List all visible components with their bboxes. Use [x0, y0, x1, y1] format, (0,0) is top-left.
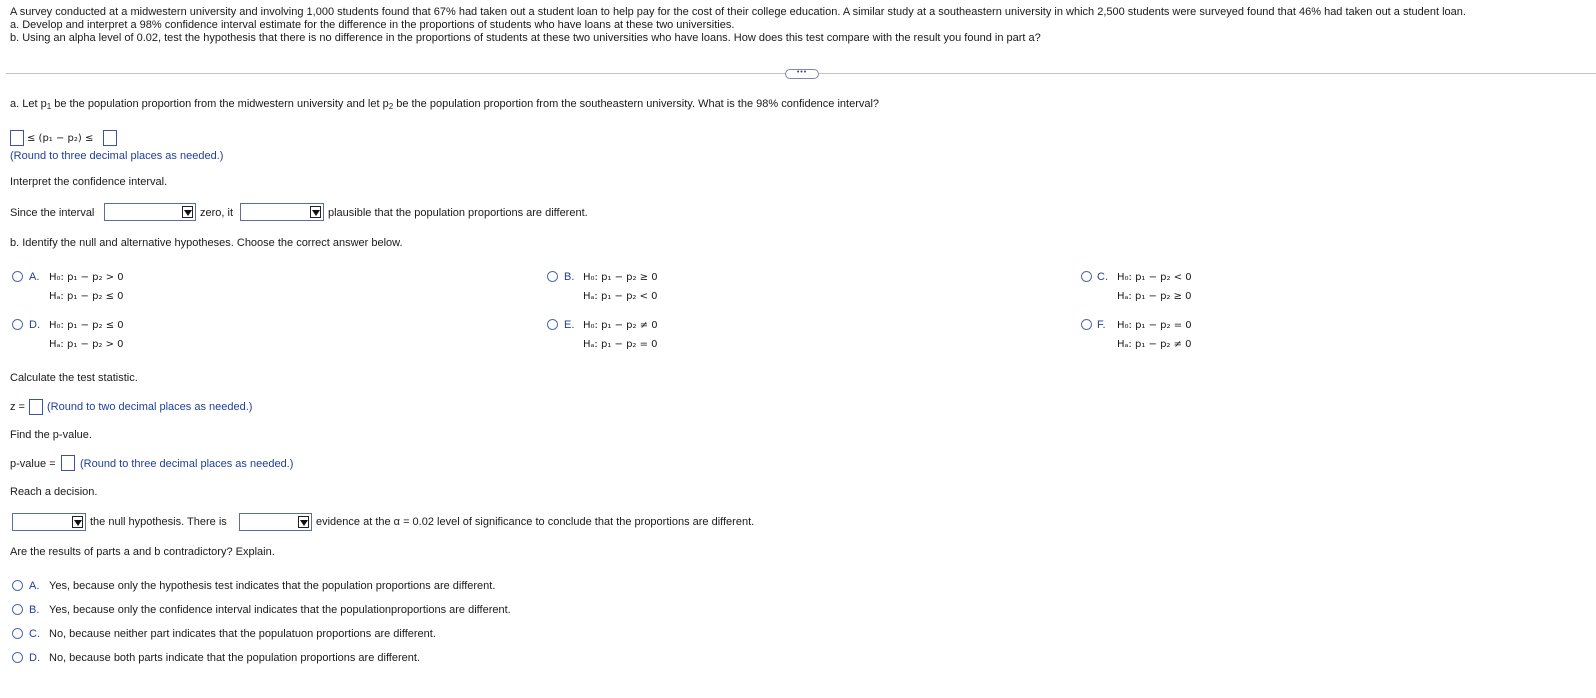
radio-explain-d[interactable]: [12, 652, 23, 663]
radio-hyp-c[interactable]: [1081, 271, 1092, 282]
calc-label: Calculate the test statistic.: [10, 372, 138, 384]
interval-expression: ≤ (p₁ − p₂) ≤: [27, 133, 94, 144]
explain-c-letter: C.: [29, 628, 40, 640]
pvalue-find-label: Find the p-value.: [10, 429, 92, 441]
part-a-prompt: [10, 98, 879, 113]
hyp-b-h0: H₀: p₁ − p₂ ≥ 0: [583, 272, 658, 283]
chevron-down-icon: [298, 516, 309, 528]
hyp-f-ha: Hₐ: p₁ − p₂ ≠ 0: [1117, 339, 1192, 350]
contradict-label: Are the results of parts a and b contradictory? Explain.: [10, 546, 275, 558]
decision-dropdown[interactable]: [12, 513, 86, 531]
problem-line-3: b. Using an alpha level of 0.02, test the hypothesis that there is no difference in the proportions of students at these two universities who have loans. How does this test compare with the result you found in part a?: [10, 32, 1041, 44]
explain-b-text: Yes, because only the confidence interval indicates that the populationproportions are different.: [49, 604, 511, 616]
hyp-c-letter: C.: [1097, 271, 1108, 283]
radio-hyp-b[interactable]: [547, 271, 558, 282]
radio-explain-b[interactable]: [12, 604, 23, 615]
z-round-note: (Round to two decimal places as needed.): [47, 401, 253, 413]
since-label: Since the interval: [10, 207, 95, 219]
explain-b-letter: B.: [29, 604, 40, 616]
prompt-post: be the population proportion from the southeastern university. What is the 98% confidence interval?: [393, 98, 880, 110]
hyp-e-letter: E.: [564, 319, 575, 331]
ci-upper-input[interactable]: [103, 130, 117, 146]
hyp-b-ha: Hₐ: p₁ − p₂ < 0: [583, 291, 658, 302]
radio-hyp-d[interactable]: [12, 319, 23, 330]
explain-a-text: Yes, because only the hypothesis test indicates that the population proportions are different.: [49, 580, 496, 592]
pvalue-label: p-value =: [10, 458, 56, 470]
identify-label: b. Identify the null and alternative hypotheses. Choose the correct answer below.: [10, 237, 403, 249]
decision-label: Reach a decision.: [10, 486, 98, 498]
hyp-a-letter: A.: [29, 271, 40, 283]
ci-lower-input[interactable]: [10, 130, 24, 146]
problem-line-2: a. Develop and interpret a 98% confidence interval estimate for the difference in the proportions of students who have loans at these two universities.: [10, 19, 735, 31]
pvalue-input[interactable]: [61, 455, 75, 471]
z-input[interactable]: [29, 399, 43, 415]
prompt-mid: be the population proportion from the midwestern university and let p: [51, 98, 389, 110]
prompt-sub2: 2: [388, 102, 394, 111]
evidence-dropdown[interactable]: [239, 513, 312, 531]
hyp-a-ha: Hₐ: p₁ − p₂ ≤ 0: [49, 291, 124, 302]
zero-label: zero, it: [200, 207, 234, 219]
prompt-pre: a. Let p: [10, 98, 47, 110]
hyp-d-ha: Hₐ: p₁ − p₂ > 0: [49, 339, 124, 350]
explain-d-text: No, because both parts indicate that the population proportions are different.: [49, 652, 420, 664]
hyp-e-h0: H₀: p₁ − p₂ ≠ 0: [583, 320, 658, 331]
radio-hyp-e[interactable]: [547, 319, 558, 330]
prompt-sub1: 1: [46, 102, 52, 111]
radio-hyp-a[interactable]: [12, 271, 23, 282]
hyp-b-letter: B.: [564, 271, 575, 283]
hyp-c-ha: Hₐ: p₁ − p₂ ≥ 0: [1117, 291, 1192, 302]
explain-c-text: No, because neither part indicates that the populatuon proportions are different.: [49, 628, 436, 640]
explain-a-letter: A.: [29, 580, 40, 592]
hyp-e-ha: Hₐ: p₁ − p₂ = 0: [583, 339, 658, 350]
problem-line-1: A survey conducted at a midwestern university and involving 1,000 students found that 67% had taken out a student loan to help pay for the cost of their college education. A similar study at a southeastern university in which 2,500 students were surveyed found that 46% had taken out a student loan.: [10, 6, 1466, 18]
hyp-f-h0: H₀: p₁ − p₂ = 0: [1117, 320, 1192, 331]
plausible-label: plausible that the population proportions are different.: [328, 207, 588, 219]
explain-d-letter: D.: [29, 652, 40, 664]
chevron-down-icon: [310, 206, 321, 218]
interpret-label: Interpret the confidence interval.: [10, 176, 168, 188]
hyp-f-letter: F.: [1097, 319, 1106, 331]
hyp-d-h0: H₀: p₁ − p₂ ≤ 0: [49, 320, 124, 331]
radio-explain-c[interactable]: [12, 628, 23, 639]
z-label: z =: [10, 401, 25, 413]
more-button[interactable]: •••: [785, 69, 819, 79]
chevron-down-icon: [72, 516, 83, 528]
hyp-a-h0: H₀: p₁ − p₂ > 0: [49, 272, 124, 283]
hyp-c-h0: H₀: p₁ − p₂ < 0: [1117, 272, 1192, 283]
radio-hyp-f[interactable]: [1081, 319, 1092, 330]
ci-round-note: (Round to three decimal places as needed.): [10, 150, 224, 162]
chevron-down-icon: [182, 206, 193, 218]
hyp-d-letter: D.: [29, 319, 40, 331]
decision-mid: the null hypothesis. There is: [90, 516, 227, 528]
pvalue-round-note: (Round to three decimal places as needed.): [80, 458, 294, 470]
radio-explain-a[interactable]: [12, 580, 23, 591]
decision-post: evidence at the α = 0.02 level of significance to conclude that the proportions are different.: [316, 516, 755, 528]
interval-zero-dropdown[interactable]: [104, 203, 196, 221]
plausible-dropdown[interactable]: [240, 203, 324, 221]
